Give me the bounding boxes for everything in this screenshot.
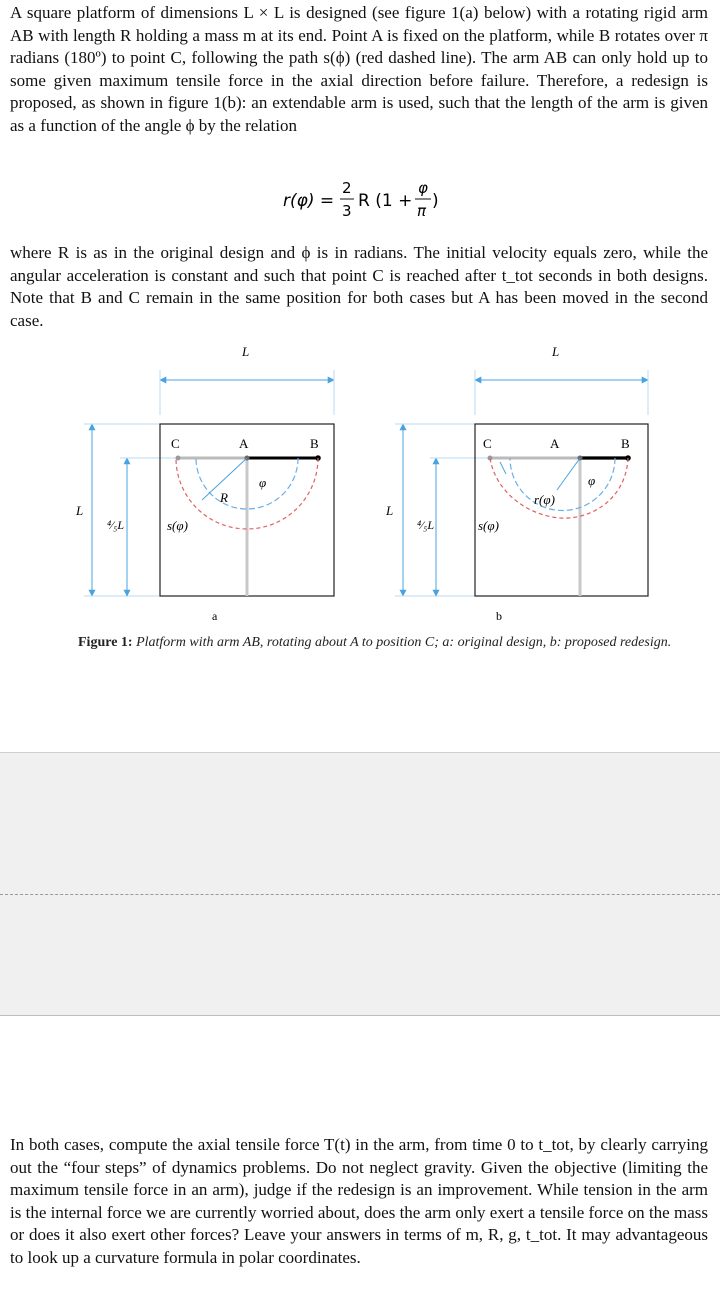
label-phi-a: φ [259, 475, 267, 490]
label-s-b: s(φ) [478, 518, 499, 533]
panel-a [75, 344, 334, 623]
dim-L-top-b: L [552, 344, 560, 359]
formula-phi-den: π [417, 202, 427, 220]
caption-prefix: Figure 1: [78, 635, 133, 650]
label-phi-b: φ [588, 473, 596, 488]
answer-area[interactable] [0, 752, 720, 1016]
answer-divider [0, 894, 720, 895]
label-A-a: A [239, 436, 249, 451]
figure-platform [70, 340, 670, 630]
formula-mid: R (1 + [358, 191, 413, 211]
formula-frac-den: 3 [342, 202, 352, 220]
label-B-a: B [310, 436, 319, 451]
panel-label-a: a [212, 609, 218, 623]
label-B-b: B [621, 436, 630, 451]
intro-paragraph: A square platform of dimensions L × L is designed (see figure 1(a) below) with a rotating rigid arm AB with length R holding a mass m at its end. Point A is fixed on the platform, while B rotates over π radians (180º) to point C, following the path s(ϕ) (red dashed line). The arm AB can only hold up to some given maximum tensile force in the axial direction before failure. Therefore, a redesign is proposed, as shown in figure 1(b): an extendable arm is used, such that the length of the arm is given as a function of the angle ϕ by the relation [10, 3, 708, 135]
label-s-a: s(φ) [167, 518, 188, 533]
dim-L-top-a: L [242, 344, 250, 359]
formula-close: ) [432, 191, 439, 211]
figure-caption [78, 632, 678, 653]
label-A-b: A [550, 436, 560, 451]
formula-lhs: r(φ) = [283, 191, 335, 211]
dim-L-left-a: L [76, 503, 84, 518]
label-C-a: C [171, 436, 180, 451]
question-paragraph: In both cases, compute the axial tensile force T(t) in the arm, from time 0 to t_tot, by clearly carrying out the “four steps” of dynamics problems. Do not neglect gravity. Given the objective (limiting the maximum tensile force in an arm), judge if the redesign is an improvement. While tension in the arm is the internal force we are currently worried about, does the arm only exert a tensile force on the mass or does it also exert other forces? Leave your answers in terms of m, R, g, t_tot. It may advantageous to look up a curvature formula in polar coordinates. [10, 1135, 708, 1267]
after-formula-paragraph: where R is as in the original design and ϕ is in radians. The initial velocity equals zero, while the angular acceleration is constant and such that point C is reached after t_tot seconds in both designs. Note that B and C remain in the same position for both cases but A has been moved in the second case. [10, 243, 708, 330]
dim-L-left-b: L [386, 503, 394, 518]
label-R-a: R [220, 490, 228, 505]
arm-length-formula [0, 178, 720, 224]
label-C-b: C [483, 436, 492, 451]
caption-text: Platform with arm AB, rotating about A to position C; a: original design, b: proposed redesign. [136, 635, 672, 650]
dim-45L-a: ⁴⁄₅L [107, 518, 125, 532]
panel-b [385, 344, 648, 623]
formula-frac-num: 2 [342, 179, 352, 197]
panel-label-b: b [496, 609, 502, 623]
label-r-b: r(φ) [534, 492, 555, 507]
formula-phi-num: φ [418, 179, 428, 197]
dim-45L-b: ⁴⁄₅L [417, 518, 435, 532]
